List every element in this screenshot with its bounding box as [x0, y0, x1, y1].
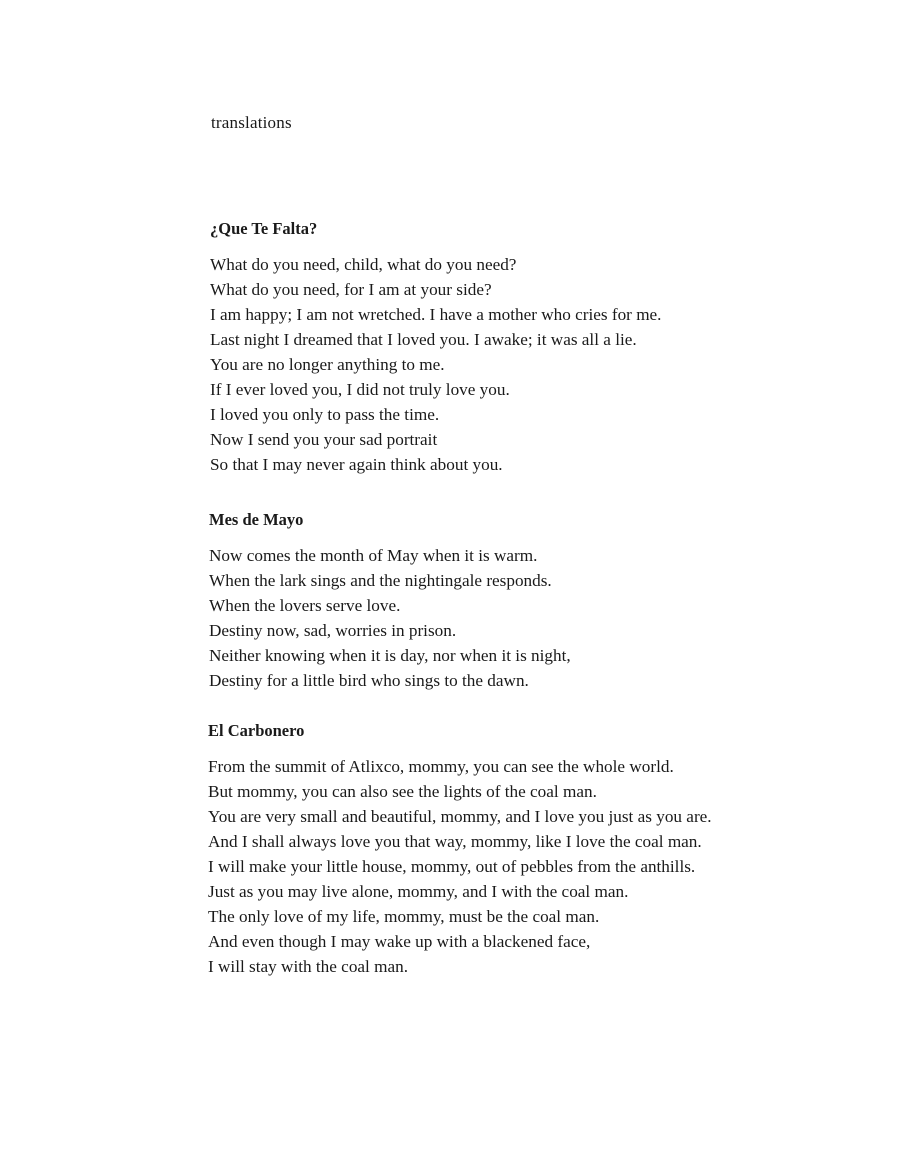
poem-line: I am happy; I am not wretched. I have a mother who cries for me. [210, 305, 662, 324]
poem-title: ¿Que Te Falta? [210, 219, 318, 238]
poem-line: And even though I may wake up with a blackened face, [208, 932, 591, 951]
poem-body [210, 252, 900, 477]
poem-line: What do you need, child, what do you need? [210, 255, 517, 274]
running-head: translations [211, 113, 292, 132]
poem-title: El Carbonero [208, 721, 305, 740]
poem-line: Destiny now, sad, worries in prison. [209, 621, 457, 640]
poem-line: You are very small and beautiful, mommy, and I love you just as you are. [208, 807, 712, 826]
poem-line: If I ever loved you, I did not truly love you. [210, 380, 510, 399]
poem-line: So that I may never again think about you. [210, 455, 503, 474]
poem-el-carbonero [208, 720, 900, 979]
poem-line: And I shall always love you that way, mommy, like I love the coal man. [208, 832, 702, 851]
poem-que-te-falta [210, 218, 900, 477]
poem-line: I will stay with the coal man. [208, 957, 408, 976]
poem-title: Mes de Mayo [209, 510, 304, 529]
poem-line: When the lark sings and the nightingale responds. [209, 571, 552, 590]
poem-line: You are no longer anything to me. [210, 355, 445, 374]
poem-line: Destiny for a little bird who sings to the dawn. [209, 671, 529, 690]
poem-line: I loved you only to pass the time. [210, 405, 440, 424]
poem-body [208, 754, 900, 979]
poem-line: Just as you may live alone, mommy, and I with the coal man. [208, 882, 629, 901]
poem-line: When the lovers serve love. [209, 596, 401, 615]
poem-body [209, 543, 900, 693]
poem-line: Last night I dreamed that I loved you. I awake; it was all a lie. [210, 330, 637, 349]
poem-line: Neither knowing when it is day, nor when it is night, [209, 646, 571, 665]
poem-line: The only love of my life, mommy, must be the coal man. [208, 907, 600, 926]
poem-mes-de-mayo [209, 509, 900, 693]
poem-line: From the summit of Atlixco, mommy, you can see the whole world. [208, 757, 674, 776]
poem-line: Now comes the month of May when it is warm. [209, 546, 538, 565]
poem-line: I will make your little house, mommy, out of pebbles from the anthills. [208, 857, 696, 876]
poem-line: Now I send you your sad portrait [210, 430, 438, 449]
poem-line: What do you need, for I am at your side? [210, 280, 492, 299]
poem-line: But mommy, you can also see the lights of the coal man. [208, 782, 597, 801]
